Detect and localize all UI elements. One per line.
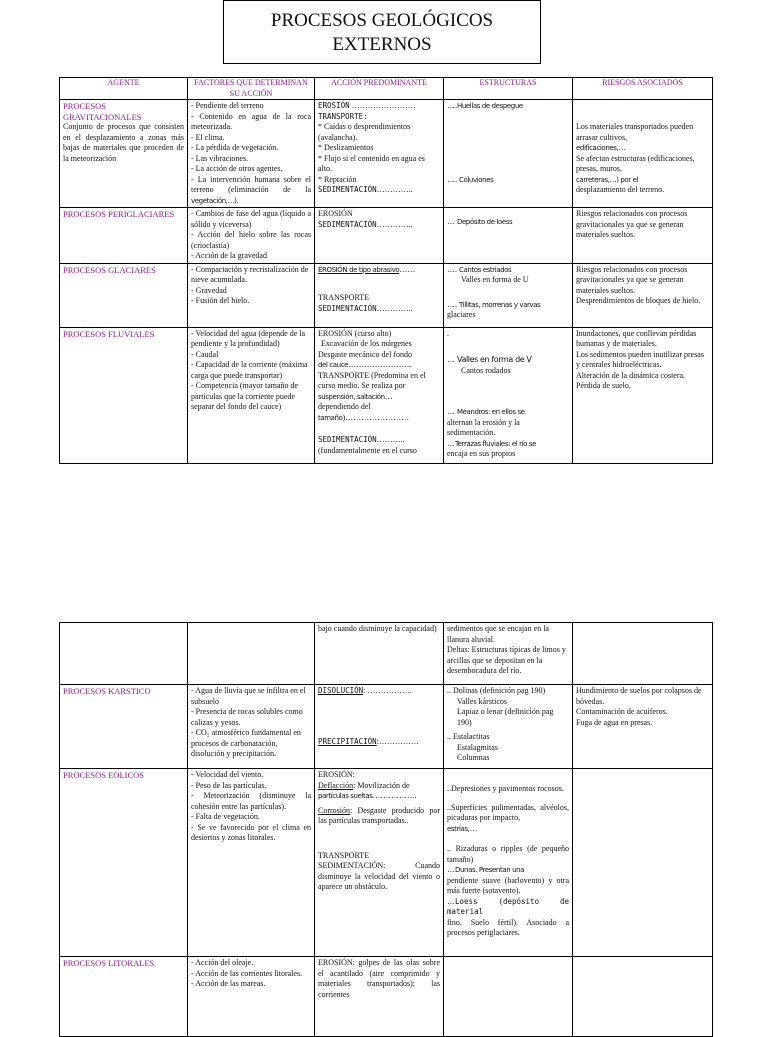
agent-name: PROCESOS GLACIARES (63, 264, 156, 275)
factor: - Velocidad del agua (depende de la pendiente y la profundidad) (191, 328, 306, 348)
structure: .. Dolinas (definición pag 190) (447, 686, 546, 695)
risk: Se afectan estructuras (edificaciones, presas, muros, (576, 153, 695, 173)
factors-cell (188, 623, 315, 685)
factor: - Peso de las partículas. (191, 780, 267, 790)
dots: …. (447, 101, 457, 110)
risk: desplazamiento del terreno. (576, 185, 665, 194)
factor: - Acción de la gravedad (191, 251, 267, 260)
risks-cell (573, 327, 713, 463)
document-title (223, 0, 541, 64)
action-label: SEDIMENTACIÓN (318, 185, 377, 194)
action-label: SEDIMENTACIÓN (318, 219, 377, 229)
risk: Contaminación de acuíferos. (576, 707, 668, 716)
dots: … (447, 355, 457, 364)
action-cell (315, 685, 444, 769)
agent-cell (60, 957, 188, 1037)
action (318, 265, 440, 276)
row-continuation (60, 623, 713, 685)
factor: - Pendiente del terreno (191, 101, 264, 110)
risks-cell (573, 623, 713, 685)
action: * Reptación (318, 174, 357, 184)
risk: Los materiales transportados pueden arrasar cultivos, (576, 122, 694, 142)
risk (576, 175, 709, 186)
spacer (447, 834, 569, 844)
spacer (447, 209, 569, 217)
factor: - Fusión del hielo. (191, 296, 250, 305)
factor: - Las vibraciones. (191, 153, 249, 163)
action: EROSIÓN: golpes de las olas sobre el acantilado (aire comprimido y materiales transportados); las corrientes (318, 958, 440, 999)
structure-text: Coluviones (459, 175, 494, 184)
risks-cell (573, 208, 713, 264)
structure: Valles kársticos (457, 696, 507, 706)
factor-text: vegetación,…). (191, 196, 239, 205)
structures-cell (444, 685, 573, 769)
dots: . (447, 328, 449, 338)
structures-cell (444, 100, 573, 208)
action (318, 220, 440, 231)
risk (576, 143, 709, 154)
dots: …………………… (351, 101, 416, 110)
agent-name: PROCESOS GRAVITACIONALES (63, 101, 142, 122)
structure (447, 897, 569, 918)
processes-table-top (59, 77, 713, 464)
header-accion: ACCIÓN PREDOMINANTE (315, 78, 444, 100)
action-cell (315, 623, 444, 685)
action: (fundamentalmente en el curso (318, 445, 417, 455)
dots: …… (399, 264, 416, 274)
dots: …. (447, 264, 459, 274)
dots: …. (447, 174, 459, 184)
risk: Riesgos relacionados con procesos gravitacionales ya que se generan materiales sueltos. (576, 209, 688, 239)
factor: - Compactación y recristalización de nieve acumulada. (191, 264, 309, 284)
action-text: tamaño (318, 413, 343, 422)
header-estructuras: ESTRUCTURAS (444, 78, 573, 100)
action-text: : Desgaste producido por las partículas transportadas.. (318, 805, 440, 825)
structure (447, 265, 569, 276)
action: TRANSPORTE (Predomina en el curso medio. Se realiza por (318, 370, 426, 390)
factors-cell (188, 685, 315, 769)
agent-desc: Conjunto de procesos que consisten en el desplazamiento a zonas más bajas de materiales que proceden de la meteorización (63, 122, 184, 163)
factor: - Se ve favorecido por el clima en desiertos y zonas litorales. (191, 822, 311, 842)
structure-text: Meandros: en ellos se (457, 408, 525, 416)
agent-cell (60, 623, 188, 685)
action (318, 686, 440, 697)
spacer (447, 770, 569, 784)
spacer (447, 339, 569, 355)
factors-cell (188, 208, 315, 264)
structure (447, 217, 569, 228)
structure (447, 355, 569, 366)
dots: … (447, 865, 455, 874)
factor: - Falta de vegetación. (191, 812, 260, 821)
structure-text: Tillitas, morrenas y varvas (459, 300, 541, 309)
dots: …………………… (348, 360, 413, 369)
action (318, 413, 440, 424)
spacer (447, 376, 569, 407)
spacer (318, 275, 440, 293)
agent-name: PROCESOS PERIGLACIARES (63, 209, 175, 219)
structure-text: Depósito de loess (457, 218, 513, 226)
risk-text: carreteras,…) por el (576, 175, 639, 184)
risks-cell (573, 685, 713, 769)
risk: Los sedimentos pueden inutilizar presas y centrales hidroeléctricas. (576, 349, 704, 369)
risk: Desprendimientos de bloques de hielo. (576, 296, 701, 305)
dots: … (447, 217, 457, 226)
factor (191, 175, 311, 207)
row-litorales (60, 957, 713, 1037)
agent-name: PROCESOS KARSTICO (63, 686, 151, 696)
factor-text: - La intervención humana sobre el terreno (eliminación de la (191, 174, 311, 194)
factor: - Cambios de fase del agua (líquido a sólido y viceversa) (191, 209, 311, 229)
action: EROSIÓN (curso alto) (318, 328, 392, 338)
factors-cell (188, 957, 315, 1037)
action-text: suspensión, saltación (318, 392, 385, 401)
action-label: DISOLUCIÓN (318, 686, 364, 695)
structure: Cantos rodados (461, 365, 511, 375)
factors-cell (188, 327, 315, 463)
action-label: SEDIMENTACIÓN (318, 303, 377, 313)
structure-text: estrías, (447, 824, 470, 833)
action-label: PRECIPITACIÓN (318, 736, 377, 746)
dots: ………….. (376, 219, 413, 229)
agent-cell (60, 685, 188, 769)
row-karstico (60, 685, 713, 769)
dots: … (447, 407, 457, 416)
action (318, 791, 440, 802)
structures-cell (444, 769, 573, 957)
structure (447, 824, 569, 835)
action-label: EROSIÓN de tipo abrasivo (318, 265, 400, 274)
factor: - Caudal (191, 349, 219, 359)
dots: … (447, 438, 455, 448)
action-text: : Movilización de (353, 780, 410, 790)
factors-cell (188, 263, 315, 327)
risk: Pérdida de suelo. (576, 381, 631, 390)
factor: - CO₂ atmosférico fundamental en procesos de carbonatación, disolución y precipitación. (191, 728, 301, 758)
spacer (318, 827, 440, 851)
action: Desgaste mecánico del fondo (318, 349, 412, 359)
action: * Flujo si el contenido en agua es alto. (318, 153, 425, 173)
header-agente: AGENTE (60, 78, 188, 100)
header-factores: FACTORES QUE DETERMINAN SU ACCIÓN (188, 78, 315, 100)
structure: alternan la erosión y la sedimentación. (447, 417, 520, 437)
action-label: EROSIÓN: (318, 770, 355, 779)
structure: ..Depresiones y pavimentos rocosos. (447, 784, 564, 793)
risks-cell (573, 769, 713, 957)
dots: ………….. (376, 303, 413, 313)
action-label: TRANSPORTE (318, 850, 370, 860)
structure (447, 300, 569, 311)
structure: .. Estalactitas (447, 732, 490, 741)
structure: Estalagmitas (457, 742, 498, 752)
action (318, 781, 440, 792)
dots: …………….. (372, 791, 417, 800)
row-gravitacionales (60, 100, 713, 208)
structures-cell (444, 623, 573, 685)
factor: - Velocidad del viento. (191, 770, 264, 779)
factor: - Acción de las mareas. (191, 979, 266, 988)
structure: fino. Suelo fértil). Asociado a procesos periglaciares. (447, 917, 569, 937)
risk: Inundaciones, que conllevan pérdidas humanas y de materiales. (576, 328, 697, 348)
structures-cell (444, 263, 573, 327)
header-row (60, 78, 713, 100)
action (318, 304, 440, 315)
dots: )…………………… (342, 412, 410, 422)
action: * Deslizamientos (318, 143, 374, 152)
dots: … (447, 896, 455, 906)
spacer (447, 286, 569, 300)
agent-name: PROCESOS EOLICOS (63, 770, 145, 780)
factor: - Acción del hielo sobre las rocas (crioclastia) (191, 230, 311, 250)
factor: - Acción del oleaje. (191, 958, 254, 967)
factor: - Competencia (mayor tamaño de partículas que la corriente puede separar del fondo del cauce) (191, 381, 299, 411)
structures-cell (444, 957, 573, 1037)
spacer (318, 697, 440, 737)
action-cell (315, 263, 444, 327)
row-periglaciares (60, 208, 713, 264)
structure: sedimentos que se encajan en la llanura aluvial. (447, 624, 549, 644)
action-label: EROSIÓN (318, 209, 353, 218)
factor: - Acción de las corrientes litorales. (191, 968, 303, 978)
structure: Deltas: Estructuras típicas de limos y arcillas que se depositan en la desembocadura del río. (447, 645, 566, 675)
action (318, 185, 440, 196)
structure-text: Valles en forma de V (457, 355, 532, 364)
row-eolicos (60, 769, 713, 957)
structures-cell (444, 208, 573, 264)
risks-cell (573, 957, 713, 1037)
factor: - Meteorización (disminuye la cohesión entre las partículas). (191, 791, 311, 811)
factor: - Contenido en agua de la roca meteorizada. (191, 111, 311, 131)
structure: Columnas (457, 753, 490, 762)
action-label: SEDIMENTACIÓN (318, 435, 377, 444)
dots: ………….. (376, 185, 413, 194)
structure: encaja en sus propios (447, 449, 516, 458)
dots: : …………….. (363, 686, 412, 695)
structure-text: Loess (depósito de material (447, 896, 569, 916)
structure: ..Superficies pulimentadas, alvéolos, picaduras por impacto, (447, 802, 569, 822)
action-cell (315, 769, 444, 957)
spacer (318, 423, 440, 435)
structure-text: Cantos estriados (459, 265, 512, 274)
action-cell (315, 957, 444, 1037)
action: Excavación de los márgenes (321, 339, 412, 348)
risk: Alteración de la dinámica costera. (576, 370, 686, 380)
action (318, 392, 440, 403)
dots: … (618, 143, 627, 152)
action (318, 806, 440, 827)
dots: … (384, 391, 393, 401)
header-riesgos: RIESGOS ASOCIADOS (573, 78, 713, 100)
structure-text: Dunas. Presentan una (455, 866, 525, 874)
spacer (447, 112, 569, 175)
dots: :…………… (376, 736, 419, 746)
factor: - Presencia de rocas solubles como calizas y yesos. (191, 707, 303, 727)
agent-cell (60, 100, 188, 208)
structure (447, 101, 569, 112)
dots: … (469, 823, 478, 833)
structure: Lapiaz o lenar (definición pag 190) (457, 707, 554, 727)
dots: ……….. (376, 435, 405, 444)
title-line-2: EXTERNOS (332, 34, 432, 55)
action-text: partículas sueltas (318, 792, 373, 800)
factors-cell (188, 100, 315, 208)
structure (447, 865, 569, 876)
agent-cell (60, 263, 188, 327)
structure: .. Rizaduras o ripples (de pequeño tamaño) (447, 844, 569, 864)
structure-text: Terrazas fluviales: el río se (455, 439, 537, 448)
structure-text: Huellas de despegue (457, 102, 523, 110)
risk: Fuga de agua en presas. (576, 717, 653, 727)
risk: Riesgos relacionados con procesos gravitacionales ya que se generan materiales sueltos. (576, 264, 688, 295)
risk-text: edificaciones, (576, 144, 619, 152)
action (318, 360, 440, 371)
row-glaciares (60, 263, 713, 327)
structure (447, 439, 569, 450)
action (318, 101, 440, 112)
factor: - La acción de otros agentes. (191, 164, 283, 173)
risk: Hundimiento de suelos por colapsos de bóvedas. (576, 686, 702, 706)
spacer (576, 101, 709, 122)
action: SEDIMENTACIÓN: Cuando disminuye la velocidad del viento o aparece un obstáculo. (318, 861, 440, 891)
structure (447, 407, 569, 418)
factors-cell (188, 769, 315, 957)
spacer (447, 795, 569, 803)
action: * Caídas o desprendimientos (avalancha). (318, 122, 411, 142)
structure: glaciares (447, 310, 476, 319)
action (318, 435, 440, 446)
risks-cell (573, 100, 713, 208)
action-label: TRANSPORTE: (318, 111, 368, 121)
title-line-1: PROCESOS GEOLÓGICOS (270, 10, 494, 31)
structures-cell (444, 327, 573, 463)
action (318, 737, 440, 748)
factor: - Capacidad de la corriente (máxima carga que puede transportar) (191, 360, 308, 380)
action-cell (315, 327, 444, 463)
action-term: Corrosión (318, 805, 350, 815)
structure: Valles en forma de U (461, 275, 529, 284)
processes-table-bottom (59, 622, 713, 1037)
action: bajo cuando disminuye la capacidad) (318, 624, 437, 633)
action-cell (315, 208, 444, 264)
structure (447, 175, 569, 186)
agent-cell (60, 208, 188, 264)
agent-name: PROCESOS LITORALES (63, 958, 155, 968)
agent-cell (60, 327, 188, 463)
risks-cell (573, 263, 713, 327)
factor: - El clima. (191, 132, 225, 142)
dots: …. (447, 299, 459, 309)
action-label: EROSIÓN (318, 101, 350, 110)
agent-cell (60, 769, 188, 957)
factor: - La pérdida de vegetación. (191, 143, 279, 152)
action: dependiendo del (318, 402, 371, 411)
agent-name: PROCESOS FLUVIALES (63, 328, 155, 339)
action-term: Deflacción (318, 780, 354, 790)
structure: pendiente suave (barlovento) y otra más fuerte (sotavento). (447, 875, 569, 895)
action-text: del cauce (318, 361, 349, 369)
action-label: TRANSPORTE (318, 293, 370, 302)
factor: - Agua de lluvia que se infiltra en el subsuelo (191, 686, 306, 706)
action-cell (315, 100, 444, 208)
factor: - Gravedad (191, 285, 227, 295)
row-fluviales (60, 327, 713, 463)
